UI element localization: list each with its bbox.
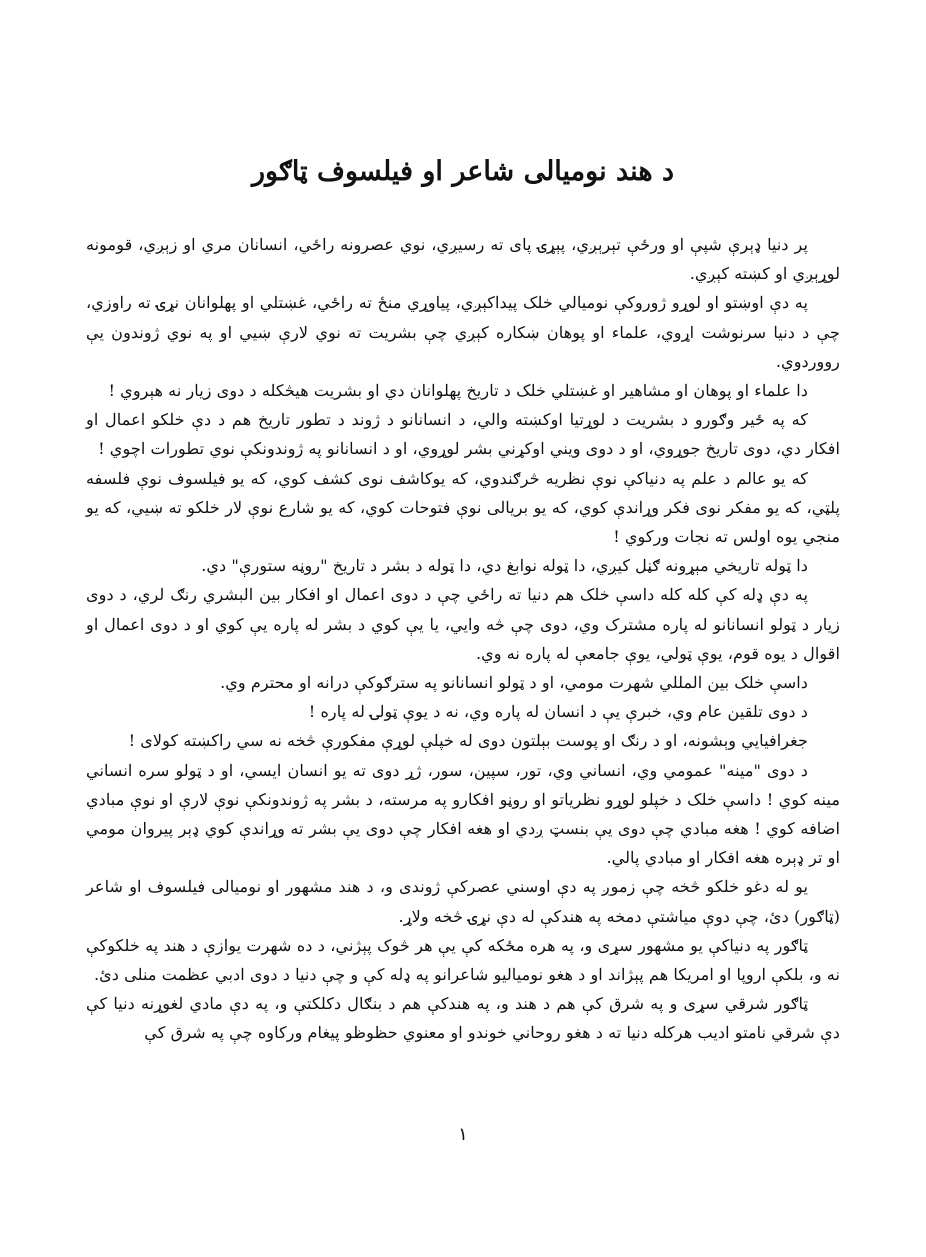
paragraph: د دوی "مينه" عمومي وي، انساني وي، تور، سپين، سور، ژړ دوی ته يو انسان ايسي، او د ټولو سره انساني مينه کوي ! داسې خلک د خپلو لوړو نظرياتو او روڼو افکارو په مرسته، د بشر په ژوندونکې نوې لارې او نوې مبادي اضافه کوي ! هغه مبادي چې دوی يې بنسټ ږدي او هغه افکار چې دوی يې بشر ته وړاندې کوي ډېر پيروان مومي او تر ډېره هغه افکار او مبادي پالي.: [86, 760, 840, 868]
paragraph: که يو عالم د علم په دنياکې نوې نظريه څرګندوي، که يوکاشف نوی کشف کوي، که يو فيلسوف نوې فلسفه پلټي، که يو مفکر نوی فکر وړاندې کوي، که يو بريالی نوې فتوحات کوي، که يو شارع نوې لار خلکو ته ښيي، که يو منجي يوه اولس ته نجات ورکوي !: [86, 468, 840, 547]
paragraph: دا ټوله تاريخي مېړونه ګڼل کيږي، دا ټوله نوابغ دي، دا ټوله د بشر د تاريخ "روڼه ستورې" دي.: [201, 556, 808, 576]
paragraph: په دې ډله کې کله کله داسې خلک هم دنيا ته راځي چې د دوی اعمال او افکار بين البشري رنګ لري، د دوی زيار د ټولو انسانانو له پاره مشترک وي، دوی چې څه وايي، يا يې کوي د بشر له پاره يې کوي او د دوی اعمال او اقوال د يوه قوم، يوې ټولي، يوې جامعې له پاره نه وي.: [86, 585, 840, 663]
page-number: ١: [458, 1124, 468, 1145]
paragraph: دا علماء او پوهان او مشاهير او غښتلي خلک د تاريخ پهلوانان دي او بشريت هيڅکله د دوی زيار نه هېروي !: [108, 381, 808, 401]
paragraph: ټاګور په دنياکې يو مشهور سړی و، په هره مځکه کې يې هر څوک پېژني، د ده شهرت يوازې د هند په خلکوکې نه و، بلکې اروپا او امريکا هم پېژاند او د هغو نوميالیو شاعرانو په ډله کې و چې دنيا د دوی ادبي عظمت منلی دئ.: [86, 935, 840, 985]
paragraph: داسې خلک بين المللي شهرت مومي، او د ټولو انسانانو په سترګوکې درانه او محترم وي.: [220, 673, 808, 693]
page-title: د هند نوميالی شاعر او فيلسوف ټاګور: [251, 156, 674, 188]
paragraph: پر دنيا ډېرې شپې او ورځې تېرېږي، پېړۍ پای ته رسيږي، نوي عصرونه راځي، انسانان مري او زېږي، قومونه لوړېږي او کښته کېږي.: [86, 235, 840, 284]
paragraph: جغرافيايي وېشونه، او د رنګ او پوست بېلتون دوی له خپلې لوړې مفکورې څخه نه سي راکښته کولای !: [128, 731, 808, 751]
paragraph: په دې اوښتو او لوړو ژوروکې نوميالي خلک پيداکېږي، پياوړي منځ ته راځي، غښتلي او پهلوانان نړۍ ته راوزي، چې د دنيا سرنوشت اړوي، علماء او پوهان ښکاره کېږي چې بشريت ته نوي لارې ښيي او په نوي ژوندون يې رووردوي.: [86, 293, 840, 371]
article-body: [86, 230, 840, 1048]
paragraph: ټاګور شرقي سړی و په شرق کې هم د هند و، په هندکې هم د بنګال دکلکتې و، په دې مادي لغوړنه دنيا کې دې شرقي نامتو اديب هرکله دنيا ته د هغو روحاني خوندو او معنوي حظوظو پيغام ورکاوه چې په شرق کې: [86, 994, 840, 1043]
paragraph: يو له دغو خلکو څخه چې زموږ په دې اوسني عصرکې ژوندی و، د هند مشهور او نوميالی فيلسوف او شاعر (ټاګور) دئ، چې دوې مياشتې دمخه په هندکې له دې نړۍ څخه ولاړ.: [86, 877, 840, 926]
paragraph: که په ځير وګورو د بشريت د لوړتيا اوکښته والي، د انسانانو د ژوند د تطور تاريخ هم د دې خلکو اعمال او افکار دي، دوی تاريخ جوړوي، او د دوی ويني اوکړني بشر لوړوي، او د انسانانو په ژوندونکې نوي تطورات اچوي !: [86, 410, 840, 459]
paragraph: د دوی تلقين عام وي، خبرې يې د انسان له پاره وي، نه د يوې ټولۍ له پاره !: [308, 702, 808, 722]
